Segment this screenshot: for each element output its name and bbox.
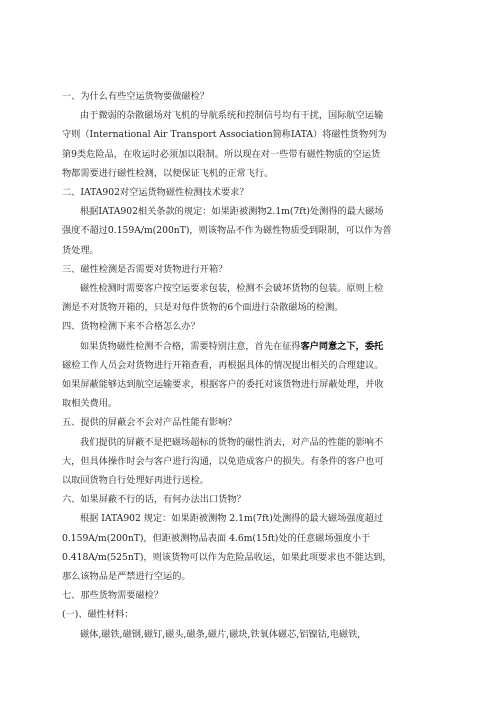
- section-heading-7: 七、那些货物需要磁检？: [62, 590, 164, 602]
- paragraph-line: 守则（International Air Transport Association简称IATA）将磁性货物列为: [62, 129, 387, 141]
- section-heading-4: 四、货物检测下来不合格怎么办？: [62, 321, 200, 333]
- paragraph-line: 强度不超过0.159A/m(200nT)，则该物品不作为磁性物质受到限制，可以作为普: [62, 225, 392, 237]
- bold-emphasis: 客户同意之下，: [300, 340, 365, 352]
- paragraph-line: 那么该物品是严禁进行空运的。: [62, 571, 191, 583]
- paragraph-line: 大，但具体操作时会与客户进行沟通，以免造成客户的损失。有条件的客户也可: [62, 455, 384, 467]
- document-body: [62, 87, 438, 644]
- paragraph-line: 物都需要进行磁性检测，以便保证飞机的正常飞行。: [62, 167, 274, 179]
- paragraph-line: 磁体,磁铁,磁钢,磁钉,磁头,磁条,磁片,磁块,铁氧体磁芯,铝镍钴,电磁铁,: [80, 628, 361, 640]
- paragraph-line: 测是不对货物开箱的，只是对每件货物的6个面进行杂散磁场的检测。: [62, 302, 344, 314]
- paragraph-line: 取相关费用。: [62, 398, 118, 410]
- subsection-heading: (一)、磁性材料：: [62, 609, 134, 621]
- paragraph-line: 以取回货物自行处理好再进行送检。: [62, 475, 209, 487]
- paragraph-line: 0.159A/m(200nT)，但距被测物品表面 4.6m(15ft)处的任意磁场强度小于: [62, 532, 371, 544]
- paragraph-line: 我们提供的屏蔽不是把磁场超标的货物的磁性消去，对产品的性能的影响不: [80, 436, 384, 448]
- section-heading-5: 五、提供的屏蔽会不会对产品性能有影响？: [62, 417, 237, 429]
- paragraph-line: 根据IATA902相关条款的规定：如果距被测物2.1m(7ft)处测得的最大磁场: [80, 206, 384, 218]
- paragraph-text: 如果货物磁性检测不合格，需要特别注意，首先在征得: [80, 340, 301, 352]
- paragraph-line: 货处理。: [62, 244, 99, 256]
- paragraph-line: 第9类危险品，在收运时必须加以限制。所以现在对一些带有磁性物质的空运货: [62, 148, 381, 160]
- paragraph-line: 磁性检测时需要客户按空运要求包装，检测不会破坏货物的包装。原则上检: [80, 283, 384, 295]
- section-heading-2: 二、IATA902对空运货物磁性检测技术要求？: [62, 187, 249, 199]
- paragraph-line: 0.418A/m(525nT)，则该货物可以作为危险品收运，如果此项要求也不能达到，: [62, 551, 392, 563]
- paragraph-text: 委托: [364, 340, 384, 352]
- paragraph-line: 由于微弱的杂散磁场对飞机的导航系统和控制信号均有干扰，国际航空运输: [80, 110, 384, 122]
- section-heading-6: 六、如果屏蔽不行的话，有何办法出口货物？: [62, 494, 246, 506]
- paragraph-line: 如果屏蔽能够达到航空运输要求，根据客户的委托对该货物进行屏蔽处理，并收: [62, 379, 384, 391]
- paragraph-line: 根据 IATA902 规定：如果距被测物 2.1m(7ft)处测得的最大磁场强度超过: [80, 513, 384, 525]
- paragraph-line: 磁检工作人员会对货物进行开箱查看，再根据具体的情况提出相关的合理建议。: [62, 359, 384, 371]
- section-heading-1: 一、为什么有些空运货物要做磁检？: [62, 91, 209, 102]
- paragraph-line-with-bold: [62, 337, 438, 356]
- section-heading-3: 三、磁性检测是否需要对货物进行开箱？: [62, 263, 228, 275]
